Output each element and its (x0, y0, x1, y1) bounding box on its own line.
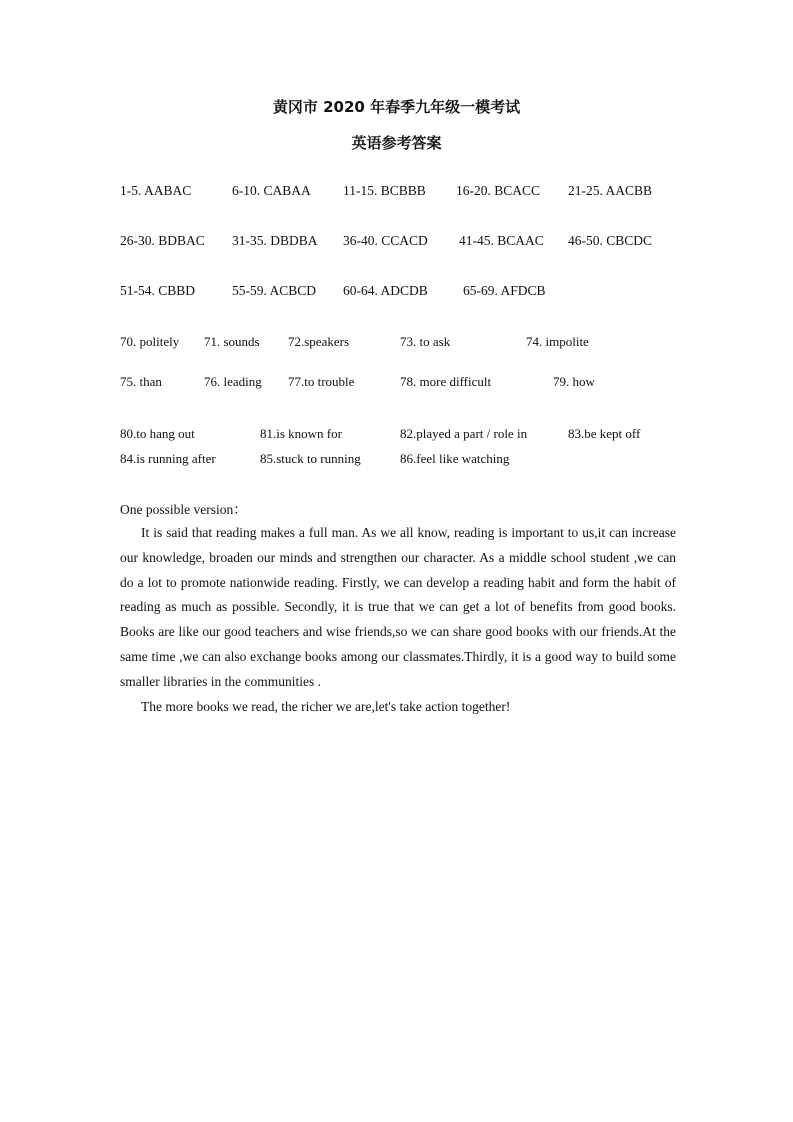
answer-75: 75. than (120, 374, 162, 389)
answer-80: 80.to hang out (120, 426, 195, 441)
answer-11-15: 11-15. BCBBB (343, 183, 426, 198)
answer-81: 81.is known for (260, 426, 342, 441)
answer-84: 84.is running after (120, 451, 216, 466)
answer-77: 77.to trouble (288, 374, 355, 389)
answer-26-30: 26-30. BDBAC (120, 233, 205, 248)
answer-21-25: 21-25. AACBB (568, 183, 653, 198)
essay-intro: One possible version： (120, 502, 247, 517)
answer-16-20: 16-20. BCACC (456, 183, 541, 198)
answer-78: 78. more difficult (400, 374, 492, 389)
answer-74: 74. impolite (526, 334, 589, 349)
answer-70: 70. politely (120, 334, 180, 349)
essay-body (120, 521, 676, 719)
answer-73: 73. to ask (400, 334, 451, 349)
answer-76: 76. leading (204, 374, 262, 389)
answer-72: 72.speakers (288, 334, 350, 349)
page-subtitle: 英语参考答案 (351, 134, 442, 152)
essay-paragraph-2: The more books we read, the richer we are,let's take action together! (141, 698, 511, 714)
answer-71: 71. sounds (204, 334, 260, 349)
answer-65-69: 65-69. AFDCB (463, 283, 546, 298)
answer-86: 86.feel like watching (400, 451, 510, 466)
answer-1-5: 1-5. AABAC (120, 183, 192, 198)
answer-85: 85.stuck to running (260, 451, 361, 466)
answer-31-35: 31-35. DBDBA (232, 233, 318, 248)
answer-83: 83.be kept off (568, 426, 641, 441)
answer-60-64: 60-64. ADCDB (343, 283, 428, 298)
answer-41-45: 41-45. BCAAC (459, 233, 544, 248)
answer-51-54: 51-54. CBBD (120, 283, 196, 298)
answer-79: 79. how (553, 374, 595, 389)
answer-82: 82.played a part / role in (400, 426, 528, 441)
essay-paragraph-1: It is said that reading makes a full man. As we all know, reading is important to us,it can increase our knowledge, broaden our minds and strengthen our character. As a middle school student ,we can do a lot to promote nationwide reading. Firstly, we can develop a reading habit and form the habit of reading as much as possible. Secondly, it is true that we can get a lot of benefits from good books. Books are like our good teachers and wise friends,so we can share good books with our friends.At the same time ,we can also exchange books among our classmates.Thirdly, it is a good way to build some smaller libraries in the communities . (120, 525, 676, 689)
page-title: 黄冈市 2020 年春季九年级一模考试 (272, 98, 521, 116)
answer-6-10: 6-10. CABAA (232, 183, 311, 198)
answer-46-50: 46-50. CBCDC (568, 233, 653, 248)
answer-55-59: 55-59. ACBCD (232, 283, 317, 298)
answer-36-40: 36-40. CCACD (343, 233, 428, 248)
